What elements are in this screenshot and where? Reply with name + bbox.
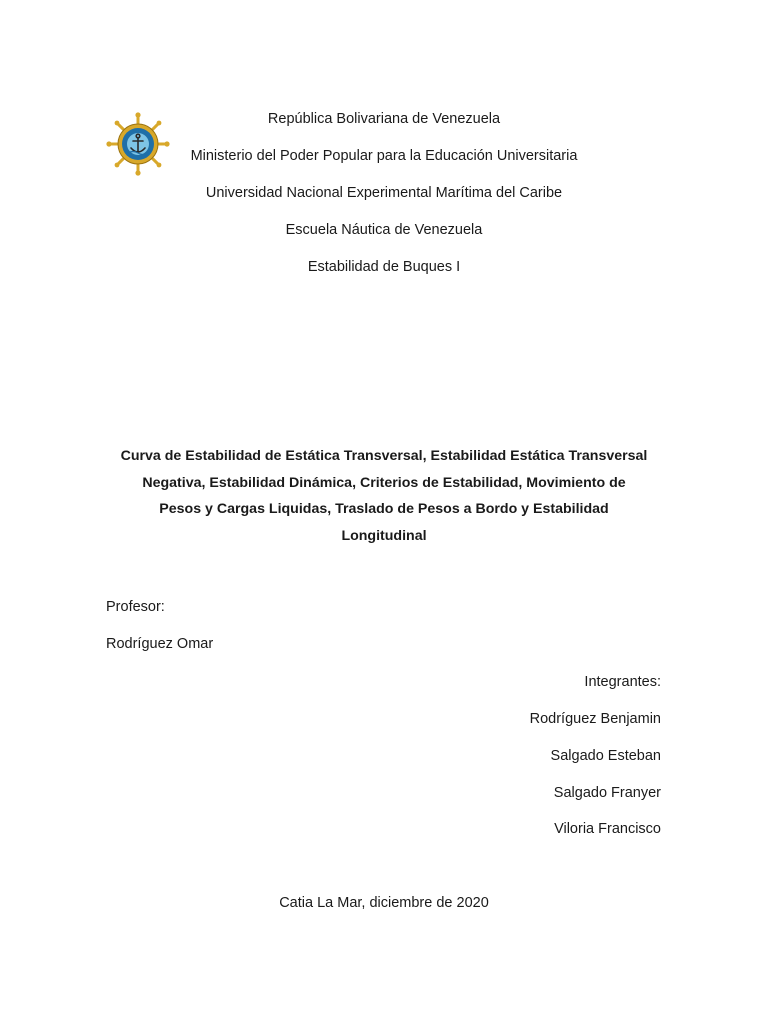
header-republic: República Bolivariana de Venezuela xyxy=(267,111,501,127)
member-name: Rodríguez Benjamin xyxy=(529,711,661,727)
document-title: Curva de Estabilidad de Estática Transversal, Estabilidad Estática Transversal Negativa, Estabilidad Dinámica, Criterios de Estabilidad, Movimiento de Pesos y Cargas Liquidas, Traslado de Pesos a Bordo y Estabilidad Longitudinal xyxy=(120,448,648,544)
header-university: Universidad Nacional Experimental Marítima del Caribe xyxy=(205,185,563,201)
member-name: Salgado Esteban xyxy=(550,748,661,764)
place-date: Catia La Mar, diciembre de 2020 xyxy=(279,895,489,911)
member-name: Salgado Franyer xyxy=(553,785,661,801)
members-label: Integrantes: xyxy=(584,674,661,690)
member-name: Viloria Francisco xyxy=(554,821,661,837)
header-course: Estabilidad de Buques I xyxy=(307,259,461,275)
professor-label: Profesor: xyxy=(106,599,165,615)
header-ministry: Ministerio del Poder Popular para la Educación Universitaria xyxy=(190,148,578,164)
professor-name: Rodríguez Omar xyxy=(106,636,214,652)
header-school: Escuela Náutica de Venezuela xyxy=(285,222,483,238)
